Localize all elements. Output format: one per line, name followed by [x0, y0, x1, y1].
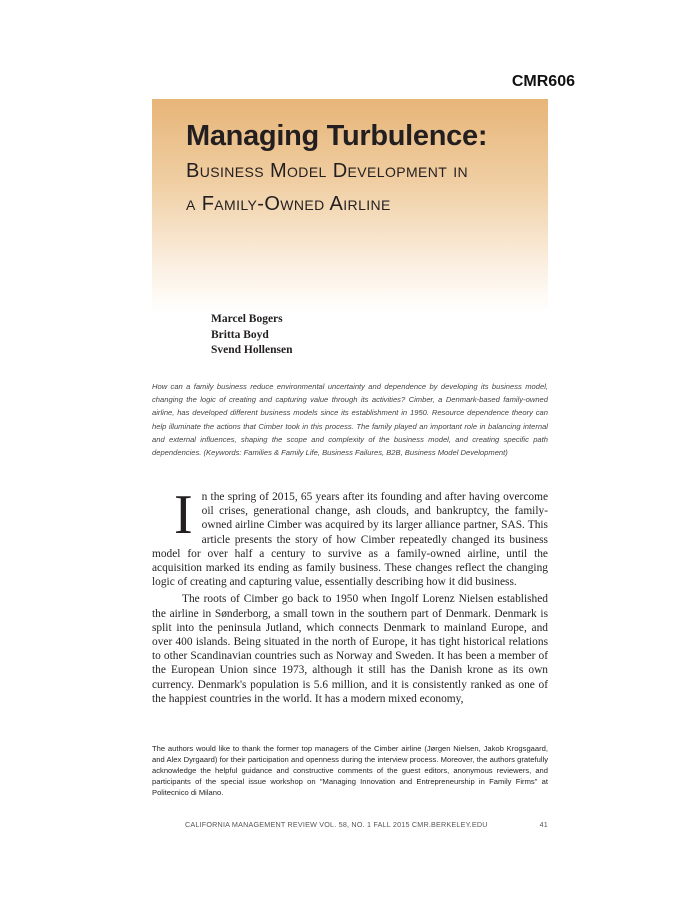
body-paragraph-1 — [152, 484, 548, 589]
paragraph-1-text: n the spring of 2015, 65 years after its founding and after having overcome oil crises, generational change, ash clouds, and bankruptcy, the family-owned airline Cimber was acquired by its larger alliance partner, SAS. This article presents the story of how Cimber repeatedly changed its business model for over half a century to survive as a family-owned airline, until the acquisition marked its ending as family business. These changes reflect the changing logic of creating and capturing value, essentially describing how it did business. — [152, 491, 548, 589]
body-paragraph-2: The roots of Cimber go back to 1950 when Ingolf Lorenz Nielsen established the airline in Sønderborg, a small town in the southern part of Denmark. Denmark is split into the peninsula Jutland, which connects Denmark to mainland Europe, and over 400 islands. Being situated in the north of Europe, it has tight historical relations to other Scandinavian countries such as Norway and Sweden. It has been a member of the European Union since 1973, although it still has the Danish krone as its own currency. Denmark's population is 5.6 million, and it is consistently ranked as one of the happiest countries in the world. It has a modern mixed economy, — [152, 593, 548, 705]
author-name: Britta Boyd — [211, 328, 269, 341]
article-subtitle-line-2: a Family-Owned Airline — [186, 193, 391, 215]
author-list — [211, 312, 292, 359]
author-name: Svend Hollensen — [211, 344, 293, 356]
acknowledgment-footnote: The authors would like to thank the former top managers of the Cimber airline (Jørgen Nielsen, Jakob Krogsgaard, and Alex Dyrgaard) for their participation and openness during the interview process. Moreover, the authors gratefully acknowledge the helpful guidance and constructive comments of the guest editors, anonymous reviewers, and participants of the special issue workshop on "Managing Innovation and Entrepreneurship in Family Firms" at Politecnico di Milano. — [152, 744, 548, 797]
abstract: How can a family business reduce environmental uncertainty and dependence by developing its business model, changing the logic of creating and capturing value through its activities? Cimber, a Denmark-based family-owned airline, has developed different business models since its establishment in 1950. Resource dependence theory can help illuminate the actions that Cimber took in this process. The family played an important role in balancing internal and external influences, shaping the scope and complexity of the business model, and creating specific path dependencies. (Keywords: Families & Family Life, Business Failures, B2B, Business Model Development) — [152, 382, 548, 458]
journal-citation: CALIFORNIA MANAGEMENT REVIEW VOL. 58, NO. 1 FALL 2015 CMR.BERKELEY.EDU — [185, 820, 488, 829]
author-name: Marcel Bogers — [211, 313, 283, 325]
article-subtitle-line-1: Business Model Development in — [186, 160, 468, 182]
article-body — [152, 484, 548, 706]
page-number: 41 — [539, 820, 548, 829]
article-title: Managing Turbulence: — [186, 120, 488, 152]
article-code: CMR606 — [511, 73, 575, 90]
drop-cap: I — [174, 484, 193, 546]
